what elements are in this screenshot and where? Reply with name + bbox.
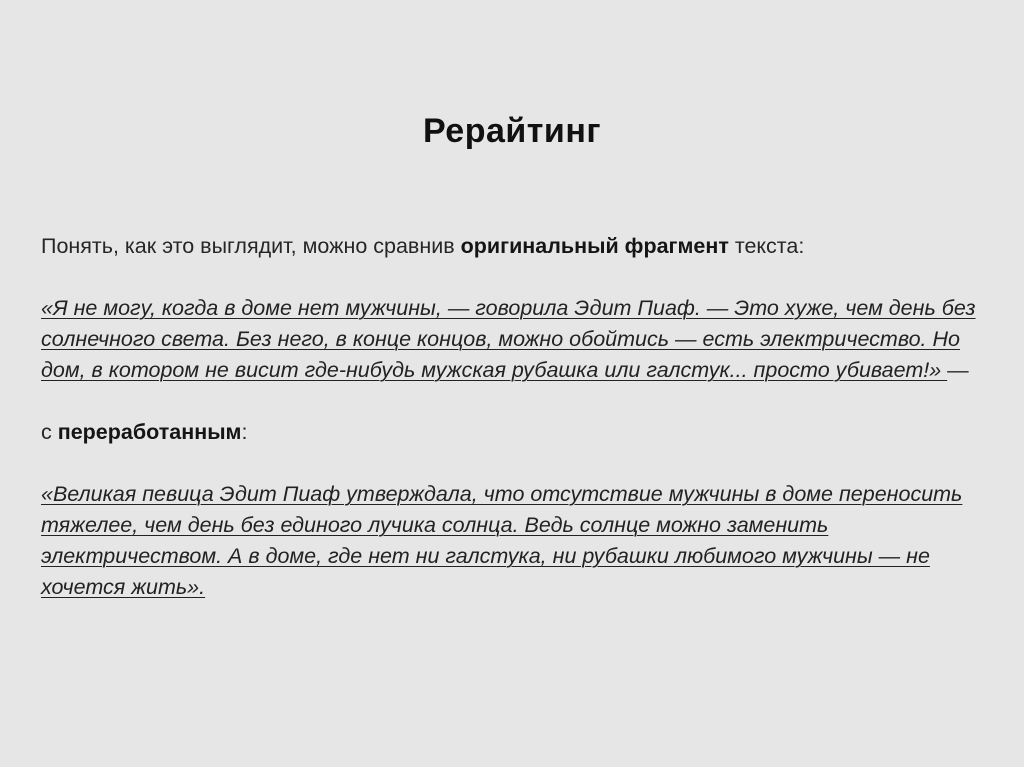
original-quote-dash: — [947, 358, 969, 382]
rewritten-quote: «Великая певица Эдит Пиаф утверждала, что отсутствие мужчины в доме переносить тяжелее, чем день без единого лучика солнца. Ведь солнце можно заменить электричеством. А в доме, где нет ни галстука, ни рубашки любимого мужчины — не хочется жить». [41, 482, 963, 599]
compare-bold-text: переработанным [57, 420, 242, 444]
rewritten-quote-paragraph [41, 479, 976, 603]
compare-text-end: : [241, 420, 248, 444]
spacer [41, 262, 976, 293]
spacer [41, 448, 976, 479]
intro-paragraph [41, 231, 976, 262]
slide-content [41, 231, 976, 603]
slide-title: Рерайтинг [422, 112, 602, 150]
compare-text: с [41, 420, 58, 444]
spacer [41, 386, 976, 417]
intro-text-end: текста: [728, 234, 805, 258]
intro-text: Понять, как это выглядит, можно сравнив [41, 234, 461, 258]
compare-paragraph [41, 417, 976, 448]
original-quote: «Я не могу, когда в доме нет мужчины, — говорила Эдит Пиаф. — Это хуже, чем день без солнечного света. Без него, в конце концов, можно обойтись — есть электричество. Но дом, в котором не висит где-нибудь мужская рубашка или галстук... просто убивает!» [41, 296, 976, 382]
intro-bold-text: оригинальный фрагмент [460, 234, 729, 258]
original-quote-paragraph [41, 293, 976, 386]
